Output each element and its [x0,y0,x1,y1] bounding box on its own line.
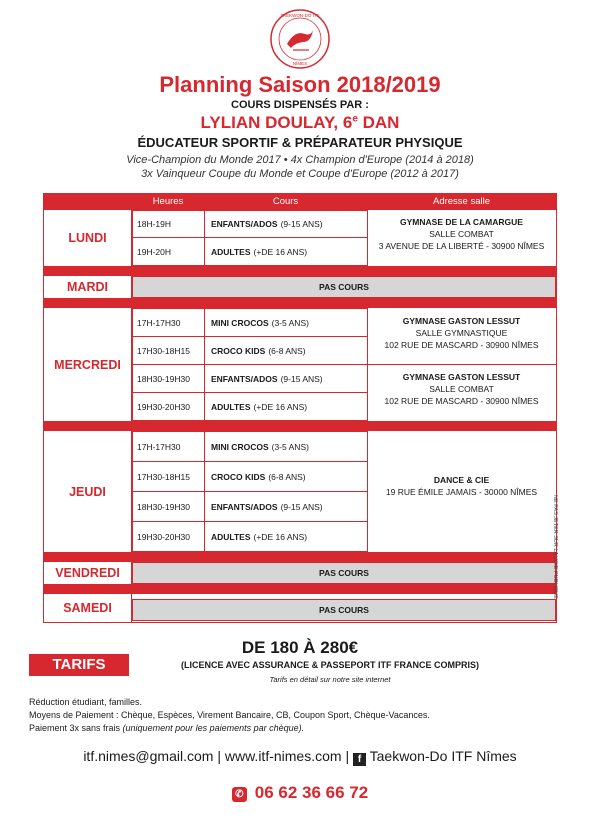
separator: | [213,748,225,764]
jeudi-hour-1: 17H-17H30 [132,431,205,462]
day-lundi: LUNDI [44,210,132,266]
mercredi-hour-2: 17H30-18H15 [132,336,205,365]
separator-band [44,266,556,276]
venue-room: SALLE GYMNASTIQUE [415,328,508,338]
course-name: ADULTES [211,531,251,542]
lundi-hour-1: 18H-19H [132,210,205,238]
facebook-link[interactable]: Taekwon-Do ITF Nîmes [369,748,517,764]
venue-address: 102 RUE DE MASCARD - 30900 NÎMES [384,340,539,350]
venue-lessut-combat [367,371,556,407]
award-line-1: Vice-Champion du Monde 2017 • 4x Champion d'Europe (2014 à 2018) [126,154,474,166]
column-header-address: Adresse salle [367,194,556,210]
reduction-text: Réduction étudiant, familles. [29,697,143,707]
award-line-2: 3x Vainqueur Coupe du Monde et Coupe d'Europe (2012 à 2017) [141,168,459,180]
jeudi-course-3 [204,491,368,522]
page-title: Planning Saison 2018/2019 [159,72,441,97]
course-age: (6-8 ANS) [268,345,306,356]
tarifs-label: TARIFS [29,654,129,676]
website-link[interactable]: www.itf-nimes.com [224,748,342,764]
licence-note: (LICENCE AVEC ASSURANCE & PASSEPORT ITF FRANCE COMPRIS) [180,660,479,670]
contact-line [0,748,600,766]
tarifs-detail: Tarifs en détail sur notre site internet [269,675,391,684]
course-age: (9-15 ANS) [280,219,323,229]
header-band-day [44,194,132,210]
venue-address: 102 RUE DE MASCARD - 30900 NÎMES [384,396,539,406]
course-name: ADULTES [211,246,251,257]
venue-dance [367,474,556,498]
course-age: (+DE 16 ANS) [253,246,308,257]
installments [29,723,304,733]
mardi-no-class: PAS COURS [132,276,556,298]
course-age: (+DE 16 ANS) [253,531,308,542]
email-link[interactable]: itf.nimes@gmail.com [83,748,214,764]
mercredi-hour-3: 18H30-19H30 [132,364,205,393]
course-age: (9-15 ANS) [280,501,323,512]
facebook-icon: f [353,753,366,766]
course-age: (+DE 16 ANS) [253,401,308,412]
venue-lessut-gym [367,315,556,351]
teacher-role: ÉDUCATEUR SPORTIF & PRÉPARATEUR PHYSIQUE [137,135,463,150]
venue-camargue [367,216,556,252]
lundi-course-2 [204,237,368,266]
course-age: (3-5 ANS) [271,441,309,452]
day-mercredi: MERCREDI [44,308,132,421]
side-note: NE PAS JETER SUR LA VOIE PUBLIQUE [552,495,558,599]
course-name: MINI CROCOS [211,317,269,328]
mercredi-hour-1: 17H-17H30 [132,308,205,337]
course-name: MINI CROCOS [211,441,269,452]
logo-ring-top: TAEKWON-DO ITF [280,13,320,18]
venue-room: SALLE COMBAT [429,384,494,394]
jeudi-course-1 [204,431,368,462]
course-name: ENFANTS/ADOS [211,373,278,384]
course-name: ENFANTS/ADOS [211,219,278,229]
vendredi-no-class: PAS COURS [132,562,556,584]
samedi-no-class: PAS COURS [132,599,556,621]
logo-ring-bottom: NÎMES [292,61,308,66]
venue-room: SALLE COMBAT [429,229,494,239]
payment-methods: Moyens de Paiement : Chèque, Espèces, Virement Bancaire, CB, Coupon Sport, Chèque-Vacances. [29,710,430,720]
day-mardi: MARDI [44,276,132,298]
phone-icon: ✆ [232,787,247,802]
mercredi-course-4 [204,392,368,421]
jeudi-hour-4: 19H30-20H30 [132,521,205,552]
column-header-hours: Heures [132,194,204,210]
subtitle: COURS DISPENSÉS PAR : [231,99,369,111]
mercredi-course-2 [204,336,368,365]
teacher-name-end: DAN [357,113,400,132]
day-jeudi: JEUDI [44,431,132,552]
venue-name: GYMNASE GASTON LESSUT [402,316,521,326]
teacher-name [0,113,600,133]
jeudi-course-2 [204,461,368,492]
mercredi-hour-4: 19H30-20H30 [132,392,205,421]
column-header-course: Cours [204,194,367,210]
course-age: (6-8 ANS) [268,471,306,482]
separator-band [44,552,556,562]
mercredi-course-1 [204,308,368,337]
course-age: (9-15 ANS) [280,373,323,384]
schedule-table [43,193,557,623]
course-name: CROCO KIDS [211,471,266,482]
day-samedi: SAMEDI [44,594,132,622]
jeudi-hour-3: 18H30-19H30 [132,491,205,522]
teacher-degree-sup: e [352,113,358,125]
lundi-hour-2: 19H-20H [132,237,205,266]
mercredi-course-3 [204,364,368,393]
lundi-course-1 [204,210,368,238]
venue-divider [367,364,556,365]
phone-line [0,783,600,803]
phone-number[interactable]: 06 62 36 66 72 [254,783,369,802]
course-name: ENFANTS/ADOS [211,501,278,512]
course-name: ADULTES [211,401,251,412]
separator-band [44,298,556,308]
day-vendredi: VENDREDI [44,562,132,584]
teacher-name-text: LYLIAN DOULAY, 6 [200,113,353,132]
venue-name: GYMNASE DE LA CAMARGUE [400,217,523,227]
venue-address: 3 AVENUE DE LA LIBERTÉ - 30900 NÎMES [378,241,545,251]
course-age: (3-5 ANS) [271,317,309,328]
separator-band [44,421,556,431]
jeudi-course-4 [204,521,368,552]
jeudi-hour-2: 17H30-18H15 [132,461,205,492]
installments-text: Paiement 3x sans frais [29,723,123,733]
venue-address: 19 RUE ÉMILE JAMAIS - 30000 NÎMES [385,487,538,497]
installments-note: (uniquement pour les paiements par chèque). [122,723,305,733]
price-range: DE 180 À 280€ [241,638,359,657]
venue-name: DANCE & CIE [433,475,490,485]
course-name: CROCO KIDS [211,345,266,356]
separator-band [44,584,556,594]
taekwondo-itf-logo [265,8,335,70]
separator: | [341,748,353,764]
venue-name: GYMNASE GASTON LESSUT [402,372,521,382]
